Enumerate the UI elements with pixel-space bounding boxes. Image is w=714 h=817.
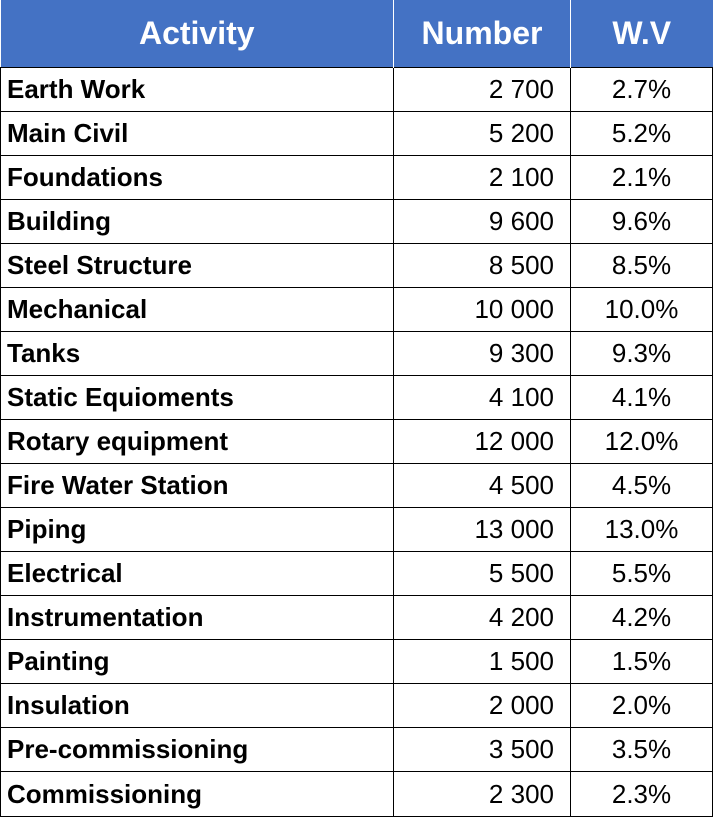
table-row <box>1 200 713 244</box>
activity-cell: Building <box>1 200 394 244</box>
number-cell: 1 500 <box>394 640 571 684</box>
table-row <box>1 376 713 420</box>
activity-cell: Foundations <box>1 156 394 200</box>
table-row <box>1 464 713 508</box>
activity-cell: Static Equioments <box>1 376 394 420</box>
header-wv: W.V <box>571 0 713 68</box>
table-row <box>1 112 713 156</box>
activity-cell: Commissioning <box>1 772 394 817</box>
header-row <box>1 0 713 68</box>
table-row <box>1 552 713 596</box>
table-row <box>1 728 713 772</box>
table-row <box>1 332 713 376</box>
activity-cell: Steel Structure <box>1 244 394 288</box>
activity-cell: Insulation <box>1 684 394 728</box>
table-row <box>1 772 713 817</box>
activity-cell: Pre-commissioning <box>1 728 394 772</box>
number-cell: 2 700 <box>394 68 571 112</box>
number-cell: 4 100 <box>394 376 571 420</box>
wv-cell: 2.0% <box>571 684 713 728</box>
number-cell: 2 000 <box>394 684 571 728</box>
number-cell: 4 200 <box>394 596 571 640</box>
number-cell: 12 000 <box>394 420 571 464</box>
activity-cell: Electrical <box>1 552 394 596</box>
number-cell: 8 500 <box>394 244 571 288</box>
table-row <box>1 640 713 684</box>
number-cell: 13 000 <box>394 508 571 552</box>
wv-cell: 9.3% <box>571 332 713 376</box>
wv-cell: 2.3% <box>571 772 713 817</box>
wv-cell: 8.5% <box>571 244 713 288</box>
table-body <box>1 68 713 817</box>
header-number: Number <box>394 0 571 68</box>
table-row <box>1 68 713 112</box>
table-row <box>1 244 713 288</box>
table-row <box>1 156 713 200</box>
wv-cell: 10.0% <box>571 288 713 332</box>
number-cell: 9 300 <box>394 332 571 376</box>
header-activity: Activity <box>1 0 394 68</box>
wv-cell: 2.7% <box>571 68 713 112</box>
number-cell: 9 600 <box>394 200 571 244</box>
activity-cell: Mechanical <box>1 288 394 332</box>
wv-cell: 4.5% <box>571 464 713 508</box>
wv-cell: 2.1% <box>571 156 713 200</box>
number-cell: 3 500 <box>394 728 571 772</box>
activity-cell: Instrumentation <box>1 596 394 640</box>
number-cell: 10 000 <box>394 288 571 332</box>
activity-cell: Rotary equipment <box>1 420 394 464</box>
wv-cell: 9.6% <box>571 200 713 244</box>
activity-cell: Piping <box>1 508 394 552</box>
table-row <box>1 288 713 332</box>
wv-cell: 12.0% <box>571 420 713 464</box>
activity-cell: Painting <box>1 640 394 684</box>
number-cell: 5 500 <box>394 552 571 596</box>
wv-cell: 4.2% <box>571 596 713 640</box>
number-cell: 4 500 <box>394 464 571 508</box>
number-cell: 2 100 <box>394 156 571 200</box>
wv-cell: 5.5% <box>571 552 713 596</box>
table-row <box>1 508 713 552</box>
wv-cell: 13.0% <box>571 508 713 552</box>
number-cell: 5 200 <box>394 112 571 156</box>
table-header <box>1 0 713 68</box>
activity-cell: Earth Work <box>1 68 394 112</box>
activity-cell: Main Civil <box>1 112 394 156</box>
number-cell: 2 300 <box>394 772 571 817</box>
activity-cell: Tanks <box>1 332 394 376</box>
wv-cell: 3.5% <box>571 728 713 772</box>
table-row <box>1 596 713 640</box>
wv-cell: 1.5% <box>571 640 713 684</box>
wv-cell: 4.1% <box>571 376 713 420</box>
table-row <box>1 684 713 728</box>
table-row <box>1 420 713 464</box>
wv-cell: 5.2% <box>571 112 713 156</box>
activity-cell: Fire Water Station <box>1 464 394 508</box>
